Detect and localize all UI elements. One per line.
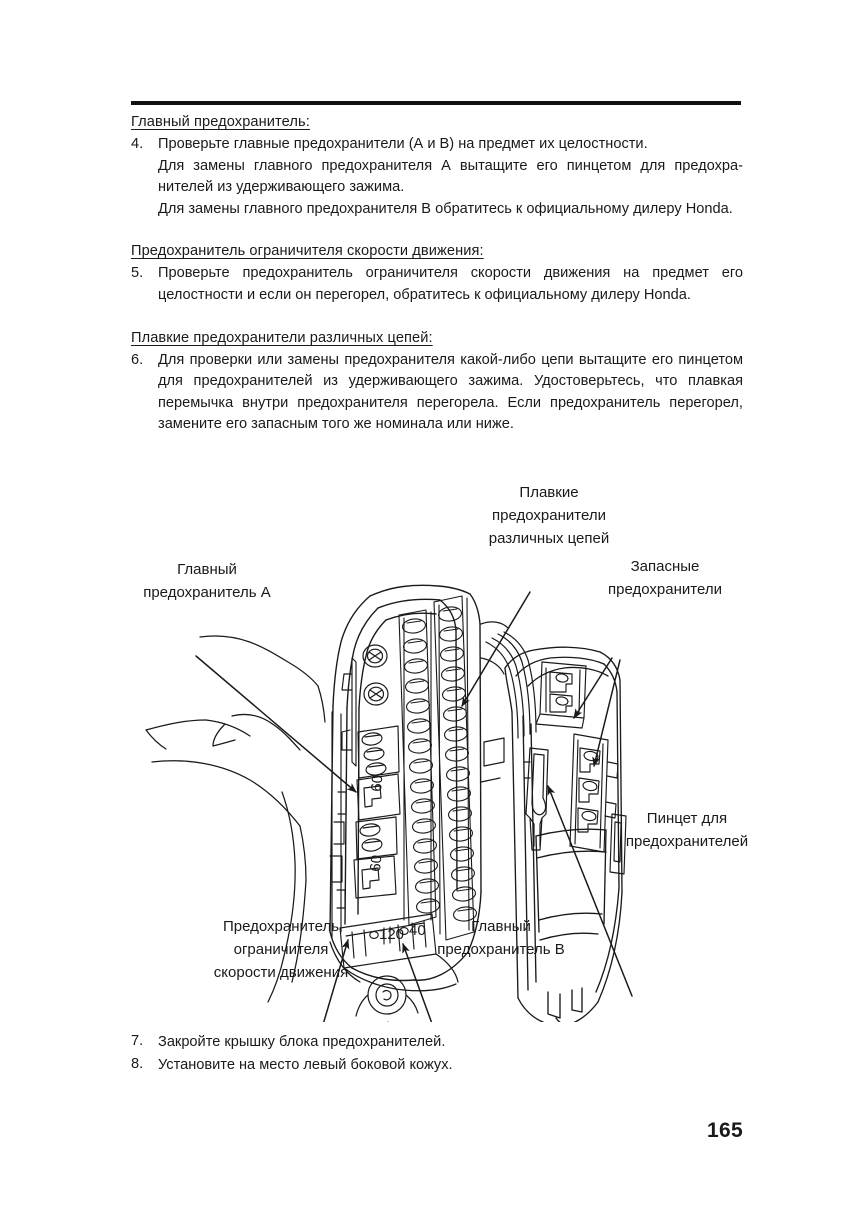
label-fuses-various-circuits — [489, 484, 610, 547]
rating-label-40: 40 — [409, 922, 426, 939]
instructions-text-column — [131, 112, 743, 436]
label-line: Запасные — [630, 558, 700, 575]
list-item — [131, 263, 743, 306]
section-heading-speed-limiter: Предохранитель ограничителя скорости движения: — [131, 243, 484, 260]
list-item — [131, 350, 743, 436]
spare-fuses-upper — [536, 662, 586, 728]
label-line: Пинцет для — [646, 810, 728, 827]
label-line: скорости движения — [213, 964, 349, 981]
spacer — [131, 307, 743, 328]
label-line: различных цепей — [488, 530, 610, 547]
fuse-box-diagram-svg — [0, 462, 867, 1022]
label-speed-limiter-fuse — [214, 918, 348, 981]
list-item-body — [158, 134, 743, 220]
label-line: Предохранитель — [222, 918, 340, 935]
label-line: ограничителя — [233, 941, 329, 958]
spare-fuse-clip — [550, 672, 572, 712]
list-item-body — [158, 350, 743, 436]
leader-fuses-various-circuits — [462, 592, 530, 706]
paragraph: Для замены главного предохранителя А вытащите его пинцетом для предохра-нителей из удерживающего зажима. — [158, 157, 743, 196]
tail-steps — [131, 1031, 743, 1077]
paragraph: Для замены главного предохранителя В обратитесь к официальному дилеру Honda. — [158, 200, 733, 217]
label-fuse-puller — [626, 810, 748, 850]
label-main-fuse-a — [143, 561, 271, 601]
list-item-number: 6. — [131, 351, 144, 368]
page-number: 165 — [707, 1119, 743, 1142]
section-main-fuse — [131, 112, 743, 220]
section-heading-main-fuse: Главный предохранитель: — [131, 114, 310, 130]
label-line: предохранители — [608, 581, 722, 598]
label-line: Главный — [177, 561, 237, 578]
header-rule — [131, 101, 741, 105]
label-line: предохранитель В — [437, 941, 565, 958]
list-item-body: Закройте крышку блока предохранителей. — [158, 1034, 446, 1050]
fuse-rating-marking-60: 60 — [367, 854, 386, 873]
spare-fuse-clip — [578, 748, 600, 832]
list-item-body: Установите на место левый боковой кожух. — [158, 1057, 453, 1073]
paragraph: Проверьте главные предохранители (А и В) на предмет их целостности. — [158, 136, 648, 152]
grommet — [356, 976, 418, 1022]
label-line: Плавкие — [519, 484, 579, 501]
label-line: Главный — [471, 918, 531, 935]
label-line: предохранители — [492, 507, 606, 524]
list-item — [131, 134, 743, 220]
circuit-fuses-column-left — [399, 610, 440, 925]
label-line: предохранителей — [625, 833, 749, 850]
list-item — [131, 1054, 743, 1077]
rating-label-120: 120 — [379, 926, 405, 943]
paragraph: Проверьте предохранитель ограничителя скорости движения на предмет его целостности и если он перегорел, обратитесь к официальному дилеру Honda. — [158, 265, 743, 303]
fuse-rating-strip — [340, 914, 436, 968]
fuse-rating-marking: 60 — [368, 774, 387, 793]
section-speed-limiter-fuse — [131, 241, 743, 306]
list-item-number: 4. — [131, 136, 144, 152]
list-item-number: 8. — [131, 1056, 144, 1072]
label-spare-fuses — [608, 558, 722, 598]
list-item-number: 5. — [131, 265, 144, 282]
section-circuit-fuses — [131, 328, 743, 436]
section-heading-circuit-fuses: Плавкие предохранители различных цепей: — [131, 329, 433, 346]
main-fuse-a-block — [354, 726, 400, 898]
label-line: предохранитель А — [143, 584, 271, 601]
list-item-number: 7. — [131, 1033, 144, 1049]
fuse-box-housing — [330, 585, 481, 980]
fuse-box-illustration — [0, 462, 867, 1022]
list-item — [131, 1031, 743, 1054]
list-item-body — [158, 263, 743, 306]
spacer — [131, 220, 743, 241]
paragraph: Для проверки или замены предохранителя какой-либо цепи вытащите его пинцетом для предохранителей из удерживающего зажима. Удостоверьтесь, что плавкая перемычка внутри предохранителя перегорела. Если предохранитель перегорел, замените его запасным того же номинала или ниже. — [158, 351, 743, 433]
